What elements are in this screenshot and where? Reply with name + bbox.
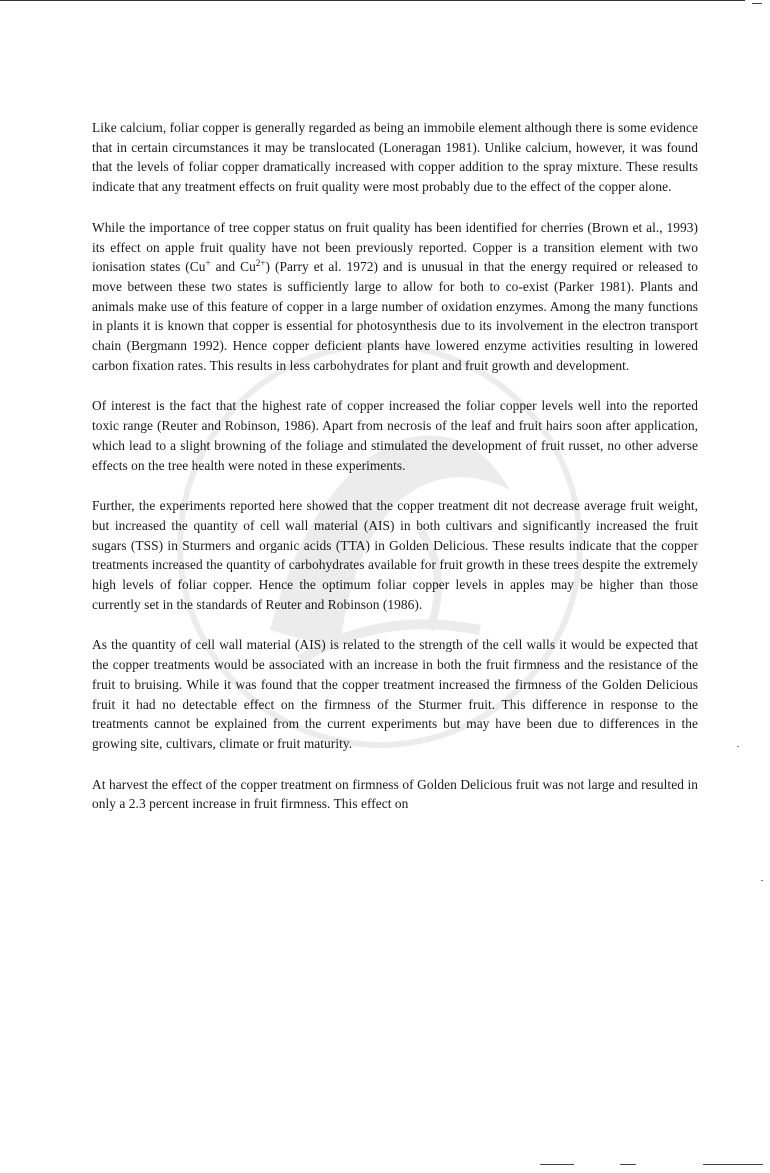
top-border-line (0, 0, 745, 1)
paragraph-experiment-results: Further, the experiments reported here showed that the copper treatment dit not decrease average fruit weight, but increased the quantity of cell wall material (AIS) in both cultivars and significantly increased the fruit sugars (TSS) in Sturmers and organic acids (TTA) in Golden Delicious. These results indicate that the copper treatments increased the quantity of carbohydrates available for fruit growth in these trees despite the extremely high levels of foliar copper. Hence the optimum foliar copper levels in apples may be higher than those currently set in the standards of Reuter and Robinson (1986). (92, 498, 698, 612)
paragraph-copper-importance (92, 218, 698, 376)
superscript-cu-plus: + (205, 258, 211, 269)
paragraph-text-segment: While the importance of tree copper status on fruit quality has been identified for cherries (Brown et al., 1993) its effect on apple fruit quality have not been previously reported. Copper is a transition element with two ionisation states (Cu (92, 219, 698, 275)
footer-line (620, 1164, 636, 1165)
paragraph-toxic-range: Of interest is the fact that the highest rate of copper increased the foliar copper levels well into the reported toxic range (Reuter and Robinson, 1986). Apart from necrosis of the leaf and fruit hairs soon after application, which lead to a slight browning of the foliage and stimulated the development of fruit russet, no other adverse effects on the tree health were noted in these experiments. (92, 398, 698, 473)
scan-speck (737, 746, 739, 747)
paragraph-text-segment: and Cu (210, 259, 256, 275)
paragraph-harvest-effect: At harvest the effect of the copper treatment on firmness of Golden Delicious fruit was not large and resulted in only a 2.3 percent increase in fruit firmness. This effect on (92, 776, 698, 812)
top-corner-mark (752, 3, 762, 4)
paragraph-foliar-copper: Like calcium, foliar copper is generally regarded as being an immobile element although there is some evidence that in certain circumstances it may be translocated (Loneragan 1981). Unlike calcium, however, it was found that the levels of foliar copper dramatically increased with copper addition to the spray mixture. These results indicate that any treatment effects on fruit quality were most probably due to the effect of the copper alone. (92, 120, 698, 195)
footer-line (703, 1164, 763, 1165)
superscript-cu-2plus: 2+ (255, 258, 266, 269)
paragraph-text-segment: ) (Parry et al. 1972) and is unusual in that the energy required or released to move between these two states is sufficiently large to allow for both to co-exist (Parker 1981). Plants and animals make use of this feature of copper in a large number of oxidation enzymes. Among the many functions in plants it is known that copper is essential for photosynthesis due to its involvement in the electron transport chain (Bergmann 1992). Hence copper deficient plants have lowered enzyme activities resulting in lowered carbon fixation rates. This results in less carbohydrates for plant and fruit growth and development. (92, 259, 698, 373)
scan-speck (761, 880, 763, 881)
document-body (92, 118, 698, 835)
paragraph-cell-wall: As the quantity of cell wall material (AIS) is related to the strength of the cell walls it would be expected that the copper treatments would be associated with an increase in both the fruit firmness and the resistance of the fruit to bruising. While it was found that the copper treatment increased the firmness of the Golden Delicious fruit it had no detectable effect on the firmness of the Sturmer fruit. This difference in response to the treatments cannot be explained from the current experiments but may have been due to differences in the growing site, cultivars, climate or fruit maturity. (92, 637, 698, 751)
footer-line (540, 1164, 574, 1165)
